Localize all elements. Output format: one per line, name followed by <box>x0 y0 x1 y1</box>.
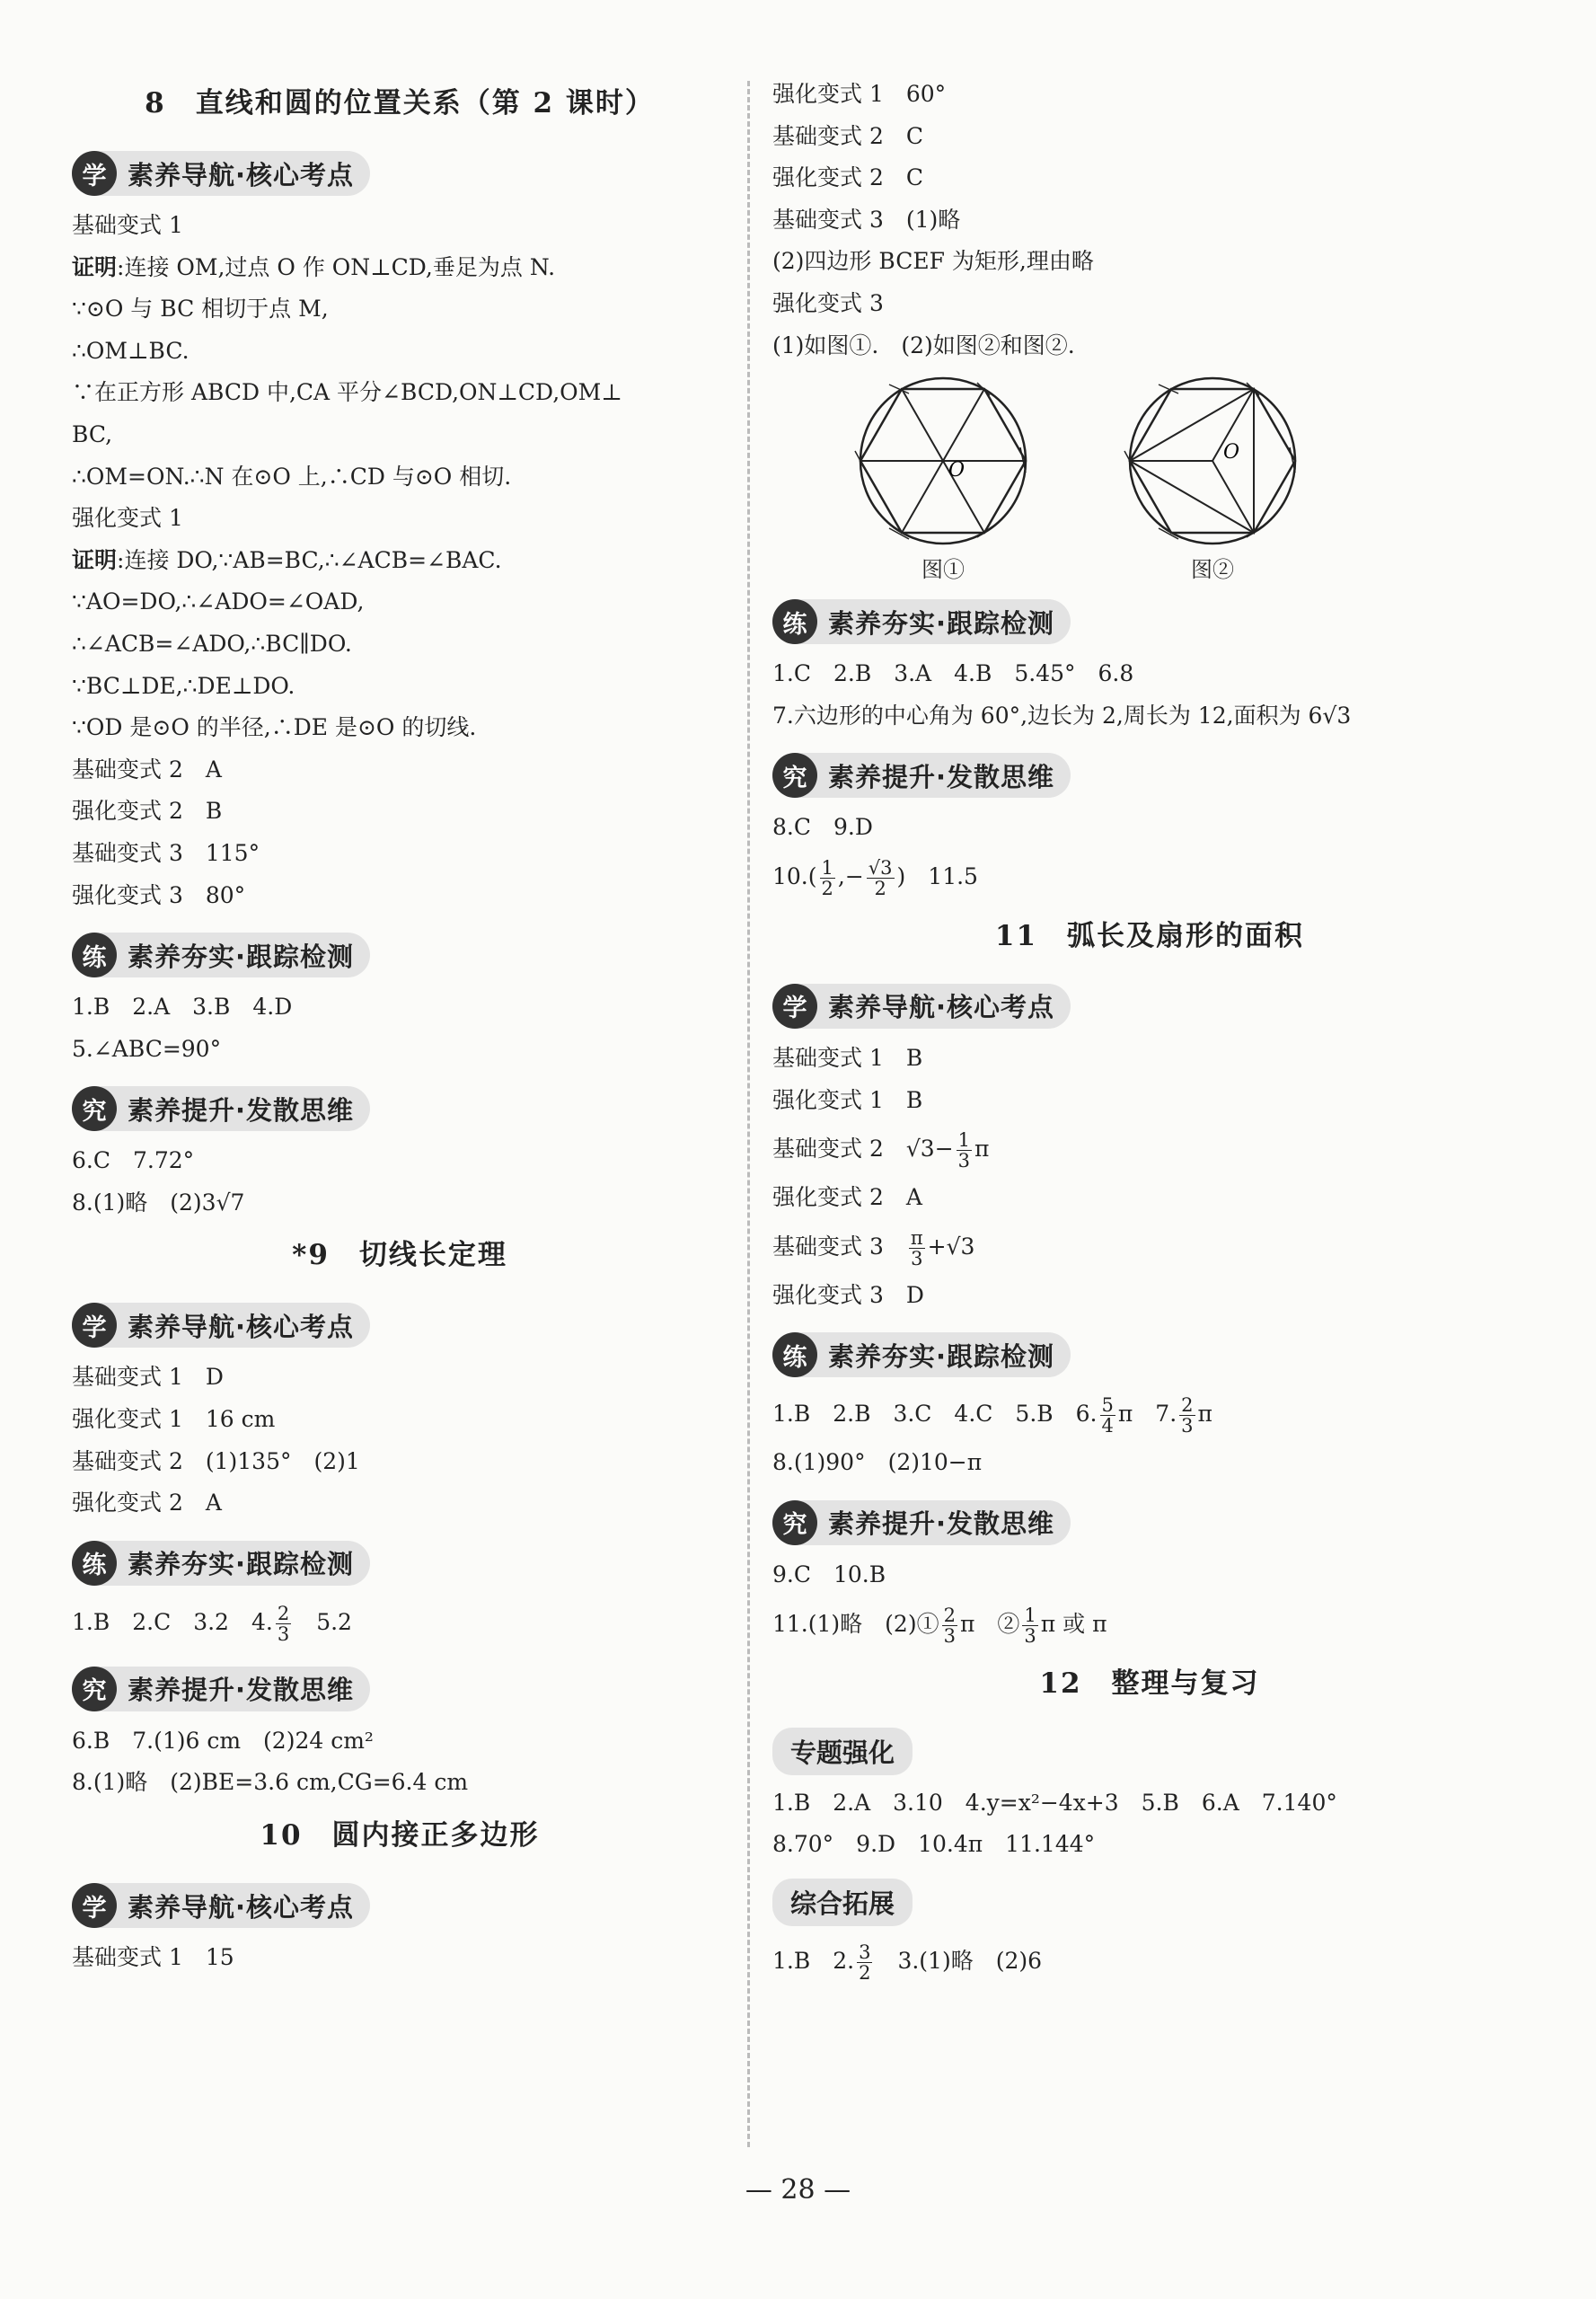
answer-text: π <box>1197 1401 1212 1428</box>
practice-icon: 练 <box>72 933 117 977</box>
numerator: 1 <box>1024 1604 1036 1626</box>
answer-line: 8.(1)90° (2)10−π <box>772 1449 983 1476</box>
fraction <box>1100 1395 1115 1436</box>
answer-line: 强化变式 1 16 cm <box>72 1406 276 1433</box>
answer-line: 基础变式 1 D <box>72 1364 224 1391</box>
practice-icon: 练 <box>772 1332 817 1377</box>
answer-line: 基础变式 1 <box>72 212 183 238</box>
answer-line: ∵OD 是⊙O 的半径,∴DE 是⊙O 的切线. <box>72 714 477 741</box>
section-title: 10 圆内接正多边形 <box>260 1819 540 1852</box>
answer-line: 强化变式 1 <box>72 505 183 532</box>
answer-text: π <box>974 1136 990 1163</box>
fraction <box>957 1130 972 1171</box>
answer-text: +√3 <box>927 1233 975 1260</box>
answer-line: ∵⊙O 与 BC 相切于点 M, <box>72 296 329 323</box>
topic-badge: 专题强化 <box>772 1728 913 1775</box>
badge-label: 素养导航·核心考点 <box>828 992 1055 1023</box>
answer-line: ∵BC⊥DE,∴DE⊥DO. <box>72 672 295 699</box>
fraction <box>820 858 835 898</box>
badge-label: 素养夯实·跟踪检测 <box>128 941 355 972</box>
answer-line: 强化变式 3 <box>772 289 884 316</box>
answer-line: 8.70° 9.D 10.4π 11.144° <box>772 1831 1096 1858</box>
section-badge <box>72 1086 370 1131</box>
denominator: 3 <box>1024 1624 1036 1647</box>
answer-line: ∵AO=DO,∴∠ADO=∠OAD, <box>72 588 365 615</box>
explore-icon: 究 <box>72 1667 117 1711</box>
answer-line <box>772 1933 1527 1989</box>
figure-2 <box>1123 376 1302 583</box>
fraction <box>1022 1605 1037 1646</box>
section-badge <box>72 1541 370 1586</box>
answer-line: ∴∠ACB=∠ADO,∴BC∥DO. <box>72 630 352 657</box>
figure-caption: 图② <box>1191 557 1234 583</box>
hexagon-in-circle-diagram <box>853 376 1033 546</box>
numerator: 2 <box>943 1604 956 1626</box>
badge-label: 素养夯实·跟踪检测 <box>828 1340 1055 1372</box>
answer-line: 强化变式 2 B <box>72 798 223 825</box>
answer-text: 3.(1)略 (2)6 <box>875 1947 1043 1974</box>
section-badge <box>72 151 370 196</box>
practice-icon: 练 <box>772 599 817 644</box>
fraction <box>909 1228 925 1269</box>
answer-text: π 7. <box>1117 1401 1177 1428</box>
answer-line: 1.B 2.A 3.B 4.D <box>72 994 293 1021</box>
answer-text: 1.B 2.C 3.2 4. <box>72 1608 273 1635</box>
answer-line: ∴OM=ON.∴N 在⊙O 上,∴CD 与⊙O 相切. <box>72 463 512 490</box>
answer-line: 1.C 2.B 3.A 4.B 5.45° 6.8 <box>772 660 1134 687</box>
answer-line <box>772 1386 1527 1442</box>
answer-line: 6.B 7.(1)6 cm (2)24 cm² <box>72 1727 374 1754</box>
badge-label: 素养提升·发散思维 <box>128 1675 355 1706</box>
answer-line: 基础变式 3 115° <box>72 839 260 866</box>
section-title: 8 直线和圆的位置关系（第 2 课时） <box>145 87 655 119</box>
figure-1 <box>853 376 1033 583</box>
denominator: 2 <box>821 877 833 899</box>
denominator: 3 <box>277 1623 290 1645</box>
answer-line: 8.C 9.D <box>772 814 873 841</box>
figure-row <box>853 376 1527 583</box>
left-column <box>72 72 727 1979</box>
section-title: 12 整理与复习 <box>1039 1667 1260 1700</box>
answer-line: (2)四边形 BCEF 为矩形,理由略 <box>772 248 1094 275</box>
answer-line: BC, <box>72 420 113 447</box>
center-label: O <box>1223 441 1240 464</box>
answer-text: ,− <box>837 862 864 889</box>
study-icon: 学 <box>72 1883 117 1928</box>
figure-caption: 图① <box>921 557 965 583</box>
answer-line: 6.C 7.72° <box>72 1147 195 1174</box>
answer-line: 基础变式 2 C <box>772 122 923 149</box>
answer-line: ∵在正方形 ABCD 中,CA 平分∠BCD,ON⊥CD,OM⊥ <box>72 379 622 406</box>
answer-line: 强化变式 2 A <box>72 1490 222 1516</box>
answer-line <box>72 540 727 582</box>
answer-text: π 或 π <box>1040 1610 1107 1637</box>
badge-label: 素养提升·发散思维 <box>128 1094 355 1126</box>
page-number: — 28 — <box>745 2174 851 2206</box>
section-badge <box>72 933 370 977</box>
answer-text: 1.B 2.B 3.C 4.C 5.B 6. <box>772 1401 1098 1428</box>
right-column <box>772 74 1527 1989</box>
answer-line: 基础变式 1 15 <box>72 1944 234 1971</box>
section-badge <box>72 1883 370 1928</box>
denominator: 2 <box>859 1961 871 1984</box>
answer-text: ) 11.5 <box>896 862 978 889</box>
answer-line: (1)如图①. (2)如图②和图②. <box>772 332 1075 358</box>
answer-line <box>72 1595 727 1650</box>
answer-text: 基础变式 3 <box>772 1233 906 1260</box>
section-badge <box>72 1303 370 1348</box>
answer-line: 强化变式 1 60° <box>772 81 947 107</box>
denominator: 3 <box>911 1247 923 1269</box>
section-badge <box>772 753 1071 798</box>
fraction <box>276 1604 291 1644</box>
answer-line: 强化变式 2 C <box>772 164 923 191</box>
answer-text: 1.B 2. <box>772 1947 855 1974</box>
answer-line: 基础变式 1 B <box>772 1044 923 1071</box>
answer-line: 强化变式 2 A <box>772 1184 922 1211</box>
answer-text: 5.2 <box>294 1608 352 1635</box>
practice-icon: 练 <box>72 1541 117 1586</box>
section-badge <box>772 1332 1071 1377</box>
numerator: 5 <box>1101 1394 1114 1417</box>
triangle-in-circle-diagram <box>1123 376 1302 546</box>
numerator: 2 <box>277 1602 290 1624</box>
column-divider <box>747 81 750 2147</box>
answer-line: 8.(1)略 (2)BE=3.6 cm,CG=6.4 cm <box>72 1769 469 1796</box>
section-title: *9 切线长定理 <box>292 1239 507 1272</box>
proof-text: :连接 OM,过点 O 作 ON⊥CD,垂足为点 N. <box>117 253 556 280</box>
explore-icon: 究 <box>72 1086 117 1131</box>
numerator: 1 <box>957 1129 971 1152</box>
explore-icon: 究 <box>772 1500 817 1545</box>
proof-label: 证明 <box>72 253 118 280</box>
answer-line <box>772 1121 1527 1177</box>
study-icon: 学 <box>772 984 817 1029</box>
denominator: 2 <box>874 877 886 899</box>
answer-line <box>772 1219 1527 1275</box>
numerator: π <box>910 1226 923 1249</box>
explore-icon: 究 <box>772 753 817 798</box>
fraction <box>942 1605 957 1646</box>
fraction <box>857 1942 872 1983</box>
denominator: 3 <box>957 1150 971 1172</box>
proof-label: 证明 <box>72 546 118 573</box>
numerator: √3 <box>868 856 893 879</box>
answer-line: 9.C 10.B <box>772 1561 886 1587</box>
denominator: 3 <box>943 1624 956 1647</box>
answer-line: 5.∠ABC=90° <box>72 1035 222 1062</box>
answer-line: 强化变式 3 D <box>772 1281 924 1308</box>
numerator: 2 <box>1181 1394 1194 1417</box>
badge-label: 素养夯实·跟踪检测 <box>828 607 1055 639</box>
denominator: 4 <box>1101 1415 1114 1437</box>
proof-text: :连接 DO,∵AB=BC,∴∠ACB=∠BAC. <box>117 546 502 573</box>
answer-line: 7.六边形的中心角为 60°,边长为 2,周长为 12,面积为 6√3 <box>772 702 1352 729</box>
section-badge <box>72 1667 370 1711</box>
section-badge <box>772 599 1071 644</box>
badge-label: 素养夯实·跟踪检测 <box>128 1549 355 1580</box>
badge-label: 素养导航·核心考点 <box>128 159 355 190</box>
answer-line: 强化变式 1 B <box>772 1086 923 1113</box>
fraction <box>867 858 895 898</box>
answer-line: 基础变式 2 A <box>72 756 222 783</box>
numerator: 1 <box>821 856 833 879</box>
answer-text: 10.( <box>772 862 817 889</box>
answer-line: 强化变式 3 80° <box>72 881 246 908</box>
topic-badge: 综合拓展 <box>772 1879 913 1926</box>
answer-text: 基础变式 2 √3− <box>772 1136 954 1163</box>
fraction <box>1179 1395 1195 1436</box>
badge-label: 素养导航·核心考点 <box>128 1891 355 1923</box>
answer-line <box>72 247 727 289</box>
denominator: 3 <box>1181 1415 1194 1437</box>
answer-line: 基础变式 3 (1)略 <box>772 206 961 233</box>
section-badge <box>772 1500 1071 1545</box>
study-icon: 学 <box>72 1303 117 1348</box>
section-badge <box>772 984 1071 1029</box>
center-label: O <box>948 459 966 482</box>
answer-line: 基础变式 2 (1)135° (2)1 <box>72 1447 360 1474</box>
numerator: 3 <box>859 1941 871 1963</box>
badge-label: 素养提升·发散思维 <box>828 1508 1055 1540</box>
answer-line: 1.B 2.A 3.10 4.y=x²−4x+3 5.B 6.A 7.140° <box>772 1789 1337 1816</box>
answer-line: 8.(1)略 (2)3√7 <box>72 1189 245 1216</box>
answer-line <box>772 849 1527 905</box>
answer-text: 11.(1)略 (2)① <box>772 1610 939 1637</box>
answer-line <box>772 1596 1527 1652</box>
section-title: 11 弧长及扇形的面积 <box>994 919 1305 952</box>
answer-line: ∴OM⊥BC. <box>72 337 190 364</box>
badge-label: 素养提升·发散思维 <box>828 761 1055 792</box>
badge-label: 素养导航·核心考点 <box>128 1311 355 1342</box>
study-icon: 学 <box>72 151 117 196</box>
answer-text: π ② <box>959 1610 1020 1637</box>
